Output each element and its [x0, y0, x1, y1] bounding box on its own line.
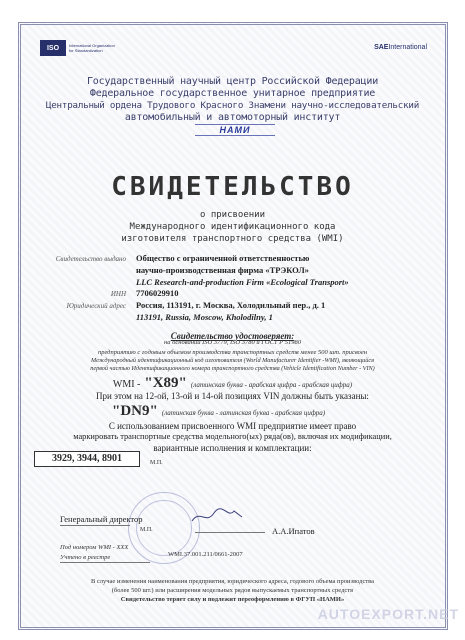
nami-logo: НАМИ [195, 124, 275, 136]
models-line-2: маркировать транспортные средства модельного(ых) ряда(ов), включая их модификации, [73, 432, 392, 441]
vin-code: "DN9" [112, 403, 158, 419]
sae-bold: SAE [374, 44, 389, 51]
footer-line-2: (более 500 шт.) или расширения модельных рядов выпускаемых транспортных средств [111, 587, 354, 594]
certifies-heading: Свидетельство удостоверяет: [170, 331, 295, 341]
iso-logo [40, 40, 115, 56]
header-line-2: Федеральное государственное унитарное предприятие [89, 88, 376, 99]
wmi-line [40, 374, 425, 392]
document-title: СВИДЕТЕЛЬСТВО [111, 172, 354, 202]
wmi-note: (латинская буква - арабская цифра - арабская цифра) [190, 381, 353, 389]
footer-line-3: Свидетельство теряет силу и подлежит переоформлению в ФГУП «НАМИ» [120, 596, 345, 603]
certifies-para-1: предприятию с годовым объемом производства транспортных средств менее 500 шт. присвоен [97, 349, 368, 356]
director-position: Генеральный директор [60, 514, 143, 524]
subtitle-line-3: изготовителя транспортного средства (WMI) [121, 234, 344, 244]
vin-note: (латинская буква - латинская буква - арабская цифра) [161, 409, 326, 417]
iso-caption: International Organization for Standardization [69, 43, 115, 53]
footer-line-1: В случае изменения наименования предприятия, юридического адреса, годового объема производства [90, 578, 375, 585]
registry-line-2: Учтено в реестре [60, 554, 111, 561]
header-line-3: Центральный ордена Трудового Красного Знамени научно-исследовательский [45, 100, 420, 111]
vin-positions-text: При этом на 12-ой, 13-ой и 14-ой позициях VIN должны быть указаны: [96, 391, 369, 401]
signature-seal-label: М.П. [140, 527, 153, 533]
address-en: 113191, Russia, Moscow, Kholodilny, 1 [136, 312, 273, 322]
wmi-code: "X89" [144, 375, 187, 391]
subtitle-line-2: Международного идентификационного кода [129, 222, 336, 232]
inn-value: 7706029910 [136, 288, 179, 298]
models-line-3: вариантные исполнения и комплектации: [153, 443, 312, 453]
wmi-prefix: WMI - [112, 379, 141, 390]
vin-code-line [112, 402, 465, 420]
director-signature [190, 505, 245, 527]
certifies-basis: на основании ISO 3779, ISO 3780 и ГОСТ Р 51980 [163, 339, 302, 346]
issued-en-line: LLC Research-and-production Firm «Ecological Transport» [136, 277, 349, 287]
certifies-para-3: первой частью Идентификационного номера транспортного средства (Vehicle Identification Number - VIN) [90, 365, 375, 372]
model-codes: 3929, 3944, 8901 [34, 451, 140, 467]
watermark: AUTOEXPORT.NET [317, 606, 459, 622]
header-line-4: автомобильный и автомоторный институт [124, 112, 341, 123]
issued-ru-line-1: Общество с ограниченной ответственностью [136, 253, 310, 263]
models-line-1: С использованием присвоенного WMI предприятие имеет право [108, 421, 357, 431]
registry-number: WMI.37.001.211/0661-2007 [168, 551, 243, 558]
subtitle-line-1: о присвоении [199, 210, 266, 220]
issued-ru-line-2: научно-производственная фирма «ТРЭКОЛ» [136, 265, 309, 275]
iso-mark: ISO [40, 40, 66, 56]
seal-place-label: М.П. [150, 460, 163, 466]
address-ru: Россия, 113191, г. Москва, Холодильный пер., д. 1 [136, 300, 326, 310]
sae-light: International [388, 44, 427, 51]
certifies-para-2: Международный идентификационный код изготовителя (World Manufacturer Identifier -WMI), являющийся [91, 357, 374, 364]
inn-label: ИНН [110, 290, 126, 298]
issued-label: Свидетельство выдано [55, 255, 126, 263]
registry-line-1: Под номером WMI - XXX [60, 544, 129, 551]
header-line-1: Государственный научный центр Российской Федерации [86, 76, 379, 87]
address-label: Юридический адрес [66, 302, 126, 310]
director-name: А.А.Ипатов [272, 526, 315, 536]
sae-logo [374, 44, 427, 51]
